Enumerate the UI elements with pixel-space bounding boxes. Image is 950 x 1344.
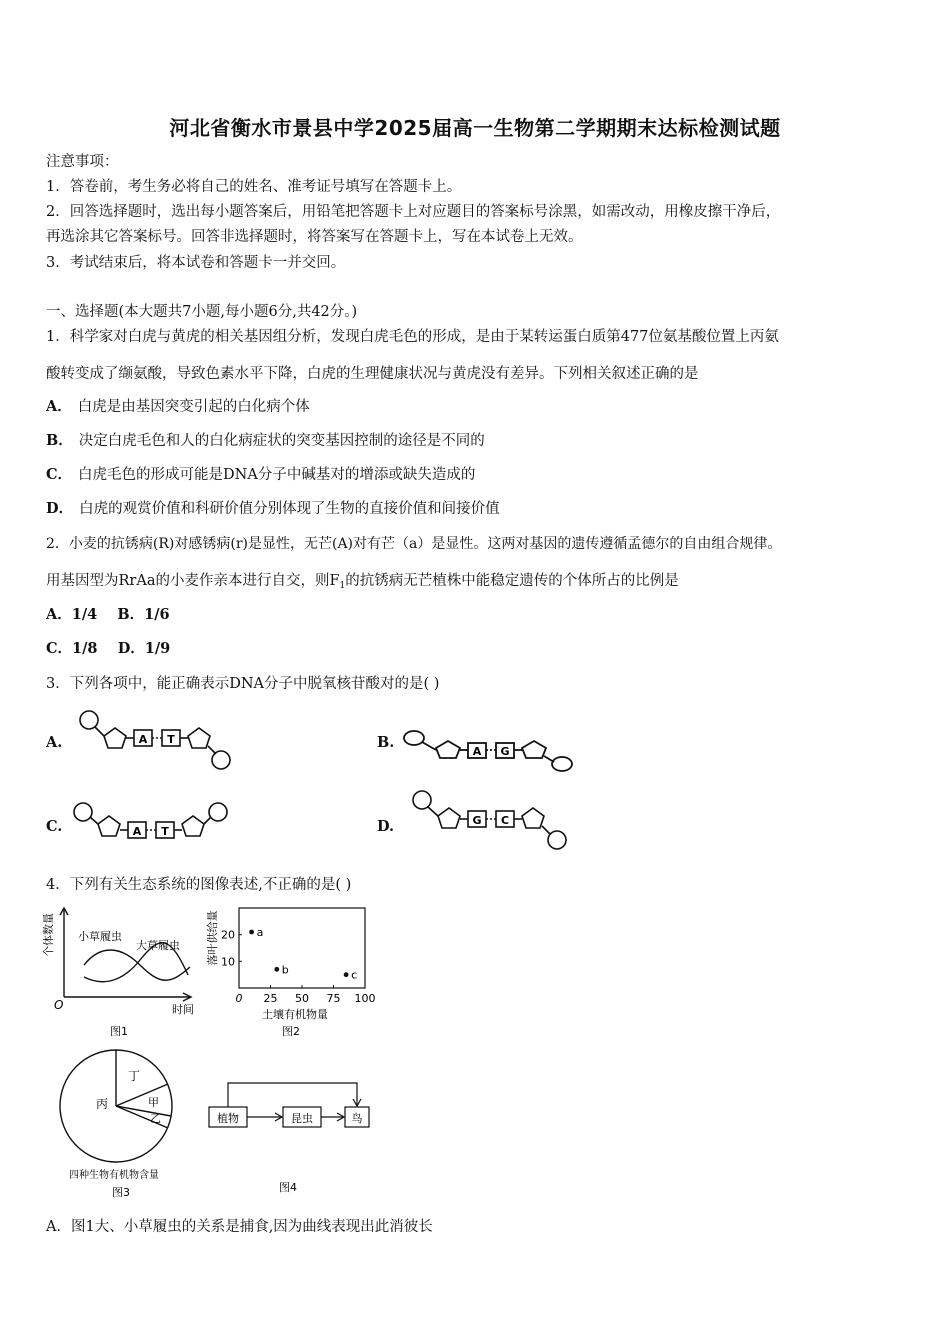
- figure-1-population-curves: [40, 905, 200, 1040]
- option-letter: D．: [46, 500, 74, 517]
- q3-option-letter: B.: [377, 734, 395, 751]
- base-label: A: [472, 745, 482, 758]
- phosphate-circle: [80, 711, 98, 729]
- nucleotide-pair-diagram-d: [408, 788, 578, 854]
- x-axis-label: 时间: [172, 1003, 194, 1016]
- x-tick-label: 0: [235, 992, 243, 1005]
- pie-segment-label: 丙: [96, 1097, 109, 1111]
- base-label: T: [161, 825, 169, 838]
- notice-item: 2．回答选择题时，选出每小题答案后，用铅笔把答题卡上对应题目的答案标号涂黑，如需改动，用橡皮擦干净后，: [46, 204, 781, 220]
- pie-chart-label: 四种生物有机物含量: [69, 1170, 159, 1181]
- phosphate-circle: [212, 751, 230, 769]
- figure-caption: 图4: [279, 1181, 297, 1194]
- data-point-label: a: [256, 926, 264, 939]
- x-tick-label: 50: [295, 992, 309, 1005]
- deoxyribose-pentagon: [522, 808, 544, 828]
- figure-4-food-chain: [205, 1075, 380, 1200]
- page-title: 河北省衡水市景县中学2025届高一生物第二学期期末达标检测试题: [169, 116, 781, 140]
- q1-stem: 1．科学家对白虎与黄虎的相关基因组分析，发现白虎毛色的形成，是由于某转运蛋白质第477位氨基酸位置上丙氨: [46, 329, 779, 345]
- pie-segment-label: 乙: [150, 1112, 161, 1125]
- data-point: [344, 972, 349, 977]
- figure-2-scatter-chart: [205, 900, 385, 1045]
- option-text: 决定白虎毛色和人的白化病症状的突变基因控制的途径是不同的: [78, 433, 485, 449]
- q2-stem-part: 用基因型为RrAa的小麦作亲本进行自交，则F: [46, 573, 340, 589]
- series-label-small: 小草履虫: [78, 930, 122, 943]
- base-label: T: [167, 733, 175, 746]
- option-text: 白虎毛色的形成可能是DNA分子中碱基对的增添或缺失造成的: [78, 467, 476, 483]
- notice-item: 再选涂其它答案标号。回答非选择题时，将答案写在答题卡上，写在本试卷上无效。: [46, 229, 583, 245]
- nucleotide-pair-diagram-b: [398, 726, 578, 776]
- base-label: G: [472, 814, 482, 827]
- x-tick-label: 25: [263, 992, 278, 1005]
- nucleotide-pair-diagram-c: [70, 800, 240, 850]
- option-letter: B．: [46, 432, 73, 449]
- x-axis-label: 土壤有机物量: [262, 1008, 328, 1021]
- y-axis-label: 落叶供给量: [206, 910, 219, 966]
- q1-option-c: [46, 465, 475, 485]
- pie-segment-label: 丁: [128, 1069, 141, 1083]
- figure-caption: 图3: [112, 1186, 130, 1199]
- q2-options: A．1/4 B．1/6: [46, 606, 170, 623]
- series-curve-small: [84, 950, 190, 980]
- q1-option-d: [46, 499, 500, 519]
- phosphate-circle: [413, 791, 431, 809]
- section-heading: 一、选择题(本大题共7小题,每小题6分,共42分。): [46, 304, 358, 320]
- y-tick-label: 10: [221, 955, 235, 969]
- deoxyribose-pentagon: [438, 808, 460, 828]
- option-letter: C．: [46, 466, 73, 483]
- notice-item: 3．考试结束后，将本试卷和答题卡一并交回。: [46, 255, 346, 271]
- food-chain-label: 植物: [217, 1112, 239, 1125]
- pie-divider: [116, 1106, 171, 1116]
- q3-option-letter: A.: [46, 734, 63, 751]
- notice-heading: 注意事项：: [46, 154, 119, 170]
- data-point-label: c: [351, 968, 358, 982]
- q3-option-letter: C.: [46, 818, 63, 835]
- arrow-line: [228, 1083, 357, 1107]
- option-text: 白虎的观赏价值和科研价值分别体现了生物的直接价值和间接价值: [79, 501, 500, 517]
- phosphate-circle: [548, 831, 566, 849]
- figure-caption: 图2: [282, 1025, 300, 1038]
- q3-stem: 3．下列各项中，能正确表示DNA分子中脱氧核苷酸对的是( ): [46, 676, 440, 692]
- phosphate-circle: [209, 803, 227, 821]
- x-tick-label: 75: [326, 992, 341, 1005]
- q2-stem: [46, 571, 679, 596]
- phosphate-circle: [552, 757, 572, 771]
- notice-item: 1．答卷前，考生务必将自己的姓名、准考证号填写在答题卡上。: [46, 179, 462, 195]
- pie-segment-label: 甲: [148, 1096, 159, 1109]
- x-tick-label: 100: [354, 992, 376, 1005]
- deoxyribose-pentagon: [182, 816, 204, 836]
- data-point: [274, 967, 279, 972]
- base-label: G: [500, 745, 510, 758]
- q2-stem: 2．小麦的抗锈病(R)对感锈病(r)是显性，无芒(A)对有芒（a）是显性。这两对基因的遗传遵循孟德尔的自由组合规律。: [46, 536, 782, 552]
- phosphate-circle: [404, 731, 424, 745]
- figure-caption: 图1: [110, 1025, 128, 1038]
- phosphate-circle: [74, 803, 92, 821]
- food-chain-label: 昆虫: [291, 1112, 313, 1125]
- deoxyribose-pentagon: [98, 816, 120, 836]
- option-text: 白虎是由基因突变引起的白化病个体: [77, 399, 310, 415]
- base-label: A: [132, 825, 142, 838]
- deoxyribose-pentagon: [104, 728, 126, 748]
- figure-3-pie-chart: [50, 1040, 200, 1200]
- q2-options: C．1/8 D．1/9: [46, 640, 171, 657]
- q4-stem: 4．下列有关生态系统的图像表述,不正确的是( ): [46, 877, 352, 893]
- option-letter: A．: [46, 398, 72, 415]
- base-label: A: [138, 733, 148, 746]
- data-point-label: b: [281, 963, 289, 977]
- deoxyribose-pentagon: [522, 741, 546, 758]
- origin-label: O: [54, 998, 64, 1012]
- deoxyribose-pentagon: [188, 728, 210, 748]
- food-chain-label: 鸟: [351, 1112, 363, 1125]
- q2-stem-subscript: 1: [339, 581, 346, 591]
- y-tick-label: 20: [221, 928, 235, 942]
- q1-option-a: [46, 397, 310, 417]
- base-label: C: [500, 814, 510, 827]
- pie-divider: [116, 1084, 168, 1106]
- q1-stem: 酸转变成了缬氨酸，导致色素水平下降，白虎的生理健康状况与黄虎没有差异。下列相关叙述正确的是: [46, 366, 699, 382]
- point-group: [249, 926, 357, 982]
- q4-option-a: A．图1大、小草履虫的关系是捕食,因为曲线表现出此消彼长: [46, 1219, 433, 1235]
- q1-option-b: [46, 431, 485, 451]
- y-axis-label: 个体数量: [42, 913, 55, 957]
- deoxyribose-pentagon: [436, 741, 460, 758]
- q3-option-letter: D.: [377, 818, 395, 835]
- data-point: [249, 930, 254, 935]
- nucleotide-pair-diagram-a: [70, 706, 240, 772]
- series-label-large: 大草履虫: [136, 939, 180, 952]
- q2-stem-part: 的抗锈病无芒植株中能稳定遗传的个体所占的比例是: [345, 573, 679, 589]
